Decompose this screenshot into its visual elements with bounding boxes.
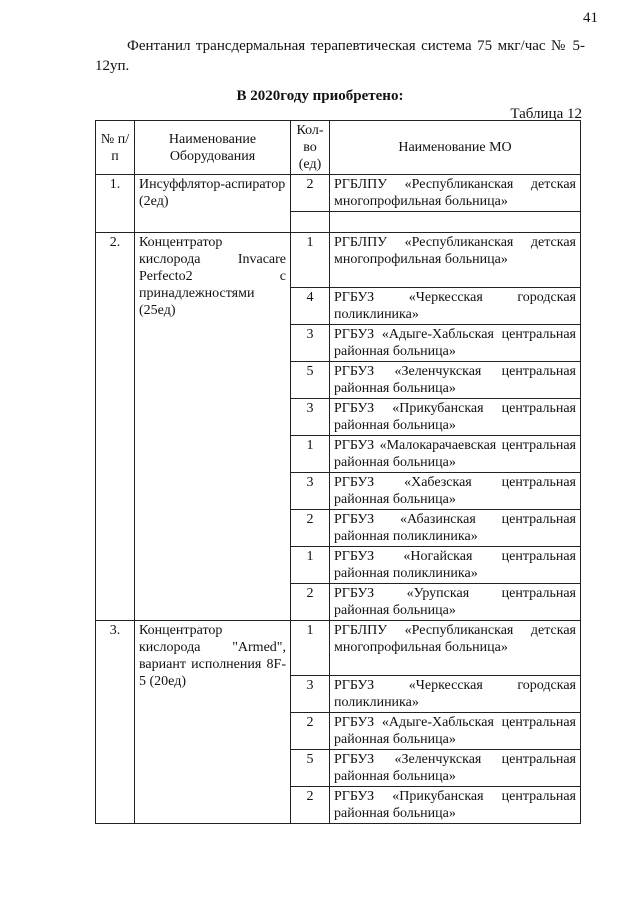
qty-cell: 1 (291, 621, 330, 676)
row-num: 1. (96, 175, 135, 233)
equipment-name: Инсуффлятор-аспиратор (2ед) (135, 175, 291, 233)
table-row (96, 175, 581, 212)
mo-cell: РГБУЗ «Малокарачаевская центральная районная больница» (330, 436, 581, 473)
qty-cell: 2 (291, 510, 330, 547)
mo-cell: РГБУЗ «Зеленчукская центральная районная больница» (330, 750, 581, 787)
qty-cell: 2 (291, 175, 330, 212)
mo-cell: РГБУЗ «Урупская центральная районная больница» (330, 584, 581, 621)
qty-cell: 5 (291, 362, 330, 399)
intro-paragraph: Фентанил трансдермальная терапевтическая система 75 мкг/час № 5- 12уп. (95, 38, 585, 74)
mo-cell: РГБУЗ «Ногайская центральная районная поликлиника» (330, 547, 581, 584)
qty-cell: 5 (291, 750, 330, 787)
qty-cell: 3 (291, 325, 330, 362)
header-equipment: Наименование Оборудования (135, 121, 291, 175)
table-header-row (96, 121, 581, 175)
qty-cell: 3 (291, 676, 330, 713)
qty-cell: 2 (291, 584, 330, 621)
header-mo: Наименование МО (330, 121, 581, 175)
qty-cell: 1 (291, 436, 330, 473)
header-num: № п/п (96, 121, 135, 175)
mo-cell: РГБУЗ «Адыге-Хабльская центральная районная больница» (330, 713, 581, 750)
mo-cell: РГБЛПУ «Республиканская детская многопрофильная больница» (330, 621, 581, 676)
mo-cell: РГБЛПУ «Республиканская детская многопрофильная больница» (330, 233, 581, 288)
equipment-table (95, 120, 581, 824)
qty-cell: 2 (291, 787, 330, 824)
mo-cell: РГБЛПУ «Республиканская детская многопрофильная больница» (330, 175, 581, 212)
row-num: 2. (96, 233, 135, 621)
mo-cell: РГБУЗ «Черкесская городская поликлиника» (330, 288, 581, 325)
mo-cell: РГБУЗ «Абазинская центральная районная поликлиника» (330, 510, 581, 547)
section-title: В 2020году приобретено: (236, 88, 404, 104)
qty-cell: 2 (291, 713, 330, 750)
equipment-name: Концентратор кислорода Invacare Perfecto2 с принадлежностями (25ед) (135, 233, 291, 621)
mo-cell: РГБУЗ «Прикубанская центральная районная больница» (330, 787, 581, 824)
mo-cell: РГБУЗ «Черкесская городская поликлиника» (330, 676, 581, 713)
equipment-name: Концентратор кислорода "Armed", вариант исполнения 8F-5 (20ед) (135, 621, 291, 824)
qty-cell: 4 (291, 288, 330, 325)
table-row (96, 621, 581, 676)
table-label: Таблица 12 (510, 106, 582, 122)
qty-cell: 1 (291, 233, 330, 288)
qty-cell: 3 (291, 473, 330, 510)
qty-cell: 1 (291, 547, 330, 584)
header-qty: Кол-во (ед) (291, 121, 330, 175)
page-number: 41 (583, 10, 598, 26)
mo-cell: РГБУЗ «Адыге-Хабльская центральная районная больница» (330, 325, 581, 362)
mo-cell: РГБУЗ «Прикубанская центральная районная больница» (330, 399, 581, 436)
mo-cell: РГБУЗ «Хабезская центральная районная больница» (330, 473, 581, 510)
row-num: 3. (96, 621, 135, 824)
table-row (96, 233, 581, 288)
qty-cell: 3 (291, 399, 330, 436)
mo-cell: РГБУЗ «Зеленчукская центральная районная больница» (330, 362, 581, 399)
